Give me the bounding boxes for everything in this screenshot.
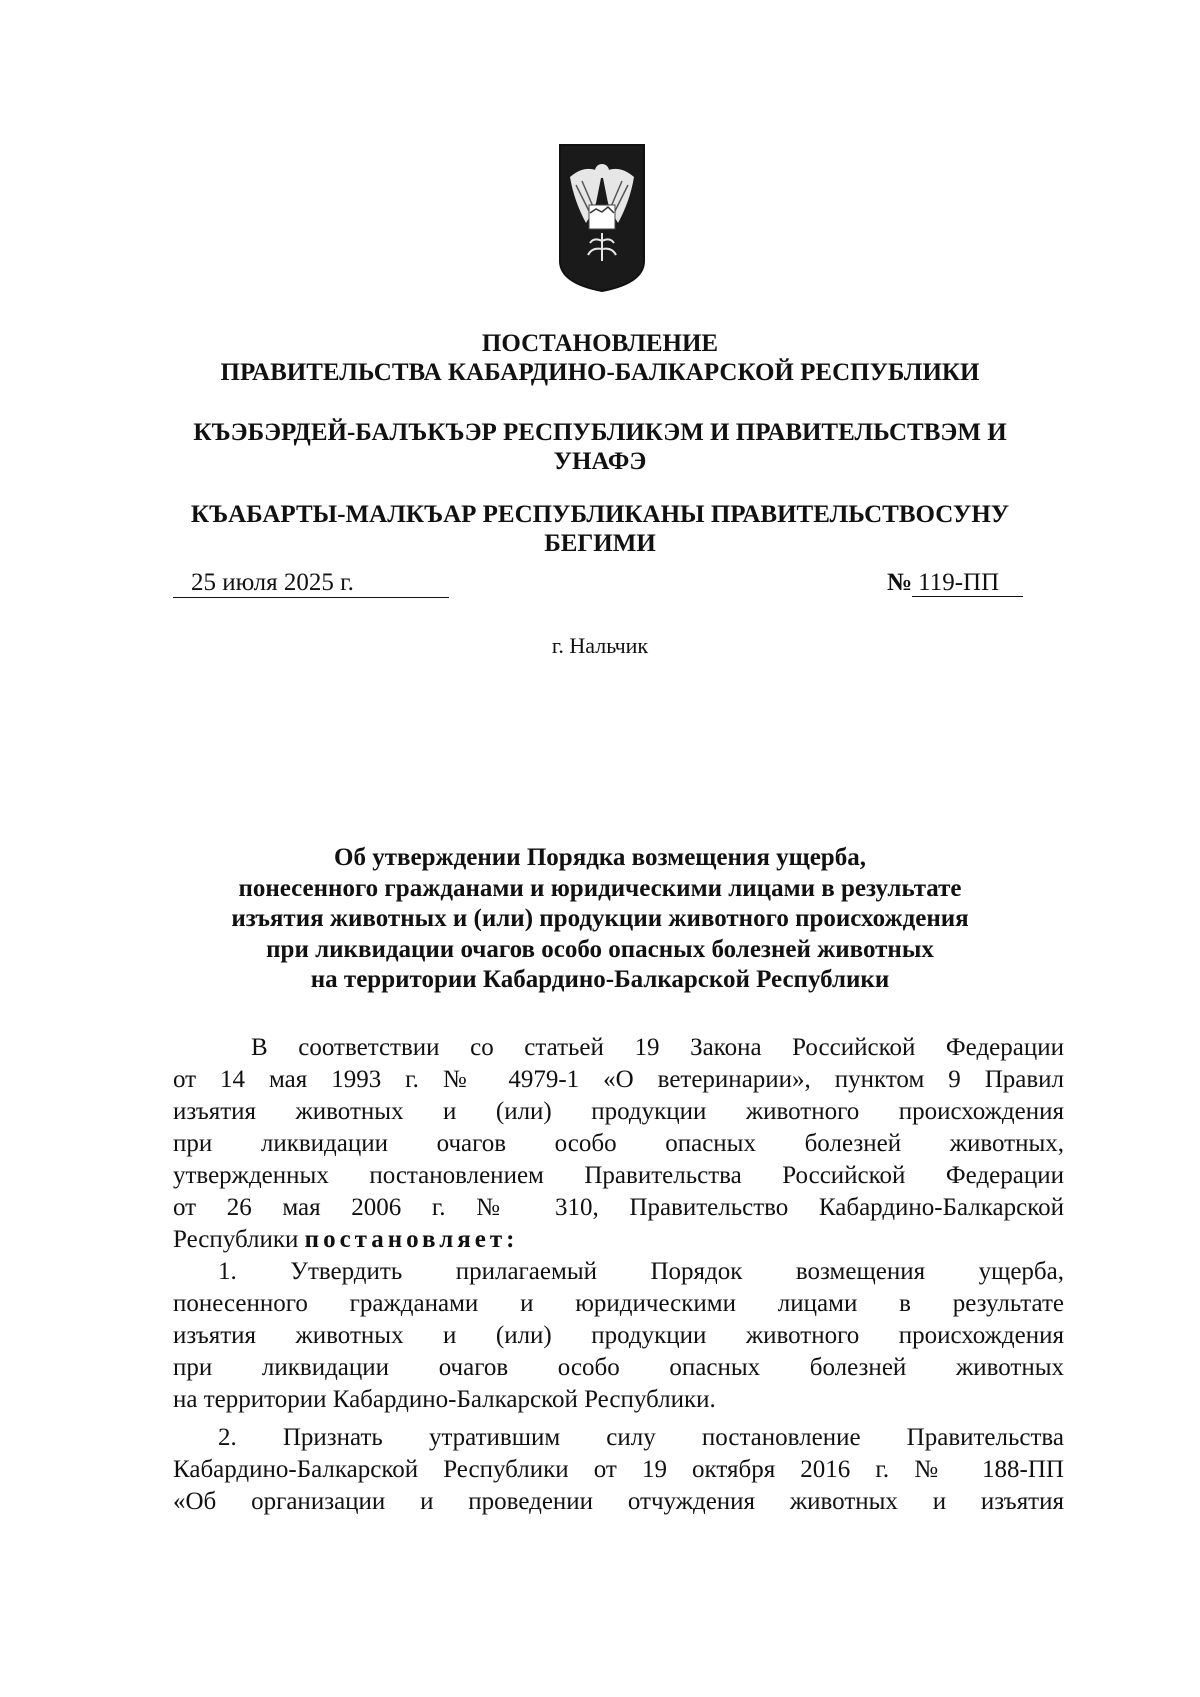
heading-line: КЪАБАРТЫ-МАЛКЪАР РЕСПУБЛИКАНЫ ПРАВИТЕЛЬСТВОСУНУ: [190, 501, 1010, 528]
document-type-heading: [150, 329, 1050, 387]
heading-line: УНАФЭ: [553, 448, 647, 475]
heading-line: ПРАВИТЕЛЬСТВА КАБАРДИНО-БАЛКАРСКОЙ РЕСПУБЛИКИ: [220, 359, 980, 386]
title-line: изъятия животных и (или) продукции животного происхождения: [231, 905, 969, 932]
body-line: 1. Утвердить прилагаемый Порядок возмещения ущерба,: [218, 1258, 1064, 1285]
heading-line: БЕГИМИ: [544, 530, 656, 557]
body-text: Республики: [173, 1226, 299, 1253]
body-line: на территории Кабардино-Балкарской Республики.: [173, 1386, 716, 1413]
body-line: изъятия животных и (или) продукции животного происхождения: [173, 1322, 1064, 1349]
coat-of-arms-emblem: [556, 143, 648, 293]
document-body: [173, 1032, 1064, 1518]
body-line: изъятия животных и (или) продукции животного происхождения: [173, 1098, 1064, 1125]
balkar-heading: [150, 500, 1050, 558]
number-value: 119-ПП: [912, 569, 1023, 597]
city-name: г. Нальчик: [551, 633, 649, 658]
number-sign: №: [887, 569, 913, 596]
body-line: Кабардино-Балкарской Республики от 19 октября 2016 г. № 188-ПП: [173, 1456, 1064, 1483]
body-line: 2. Признать утратившим силу постановление Правительства: [218, 1424, 1064, 1451]
title-line: при ликвидации очагов особо опасных болезней животных: [266, 935, 934, 963]
body-line: В соответствии со статьей 19 Закона Российской Федерации: [251, 1034, 1064, 1061]
heading-line: ПОСТАНОВЛЕНИЕ: [481, 330, 719, 357]
title-line: понесенного гражданами и юридическими лицами в результате: [238, 874, 962, 902]
body-line: при ликвидации очагов особо опасных болезней животных,: [173, 1130, 1064, 1157]
title-line: на территории Кабардино-Балкарской Республики: [310, 966, 890, 993]
body-line: [173, 1224, 1064, 1256]
title-line: Об утверждении Порядка возмещения ущерба,: [334, 844, 866, 871]
body-line: при ликвидации очагов особо опасных болезней животных: [173, 1354, 1064, 1381]
body-line: от 26 мая 2006 г. № 310, Правительство Кабардино-Балкарской: [173, 1194, 1064, 1221]
body-line: «Об организации и проведении отчуждения животных и изъятия: [173, 1488, 1064, 1515]
kabardian-heading: [150, 418, 1050, 476]
document-date: 25 июля 2025 г.: [173, 568, 449, 598]
body-line: утвержденных постановлением Правительства Российской Федерации: [173, 1162, 1064, 1189]
document-title: [180, 843, 1020, 996]
resolves-keyword: постановляет:: [304, 1226, 519, 1253]
document-number: [887, 568, 1064, 597]
body-line: от 14 мая 1993 г. № 4979-1 «О ветеринарии», пунктом 9 Правил: [173, 1066, 1064, 1093]
body-line: понесенного гражданами и юридическими лицами в результате: [173, 1290, 1064, 1317]
heading-line: КЪЭБЭРДЕЙ-БАЛЪКЪЭР РЕСПУБЛИКЭМ И ПРАВИТЕЛЬСТВЭМ И: [193, 419, 1007, 446]
